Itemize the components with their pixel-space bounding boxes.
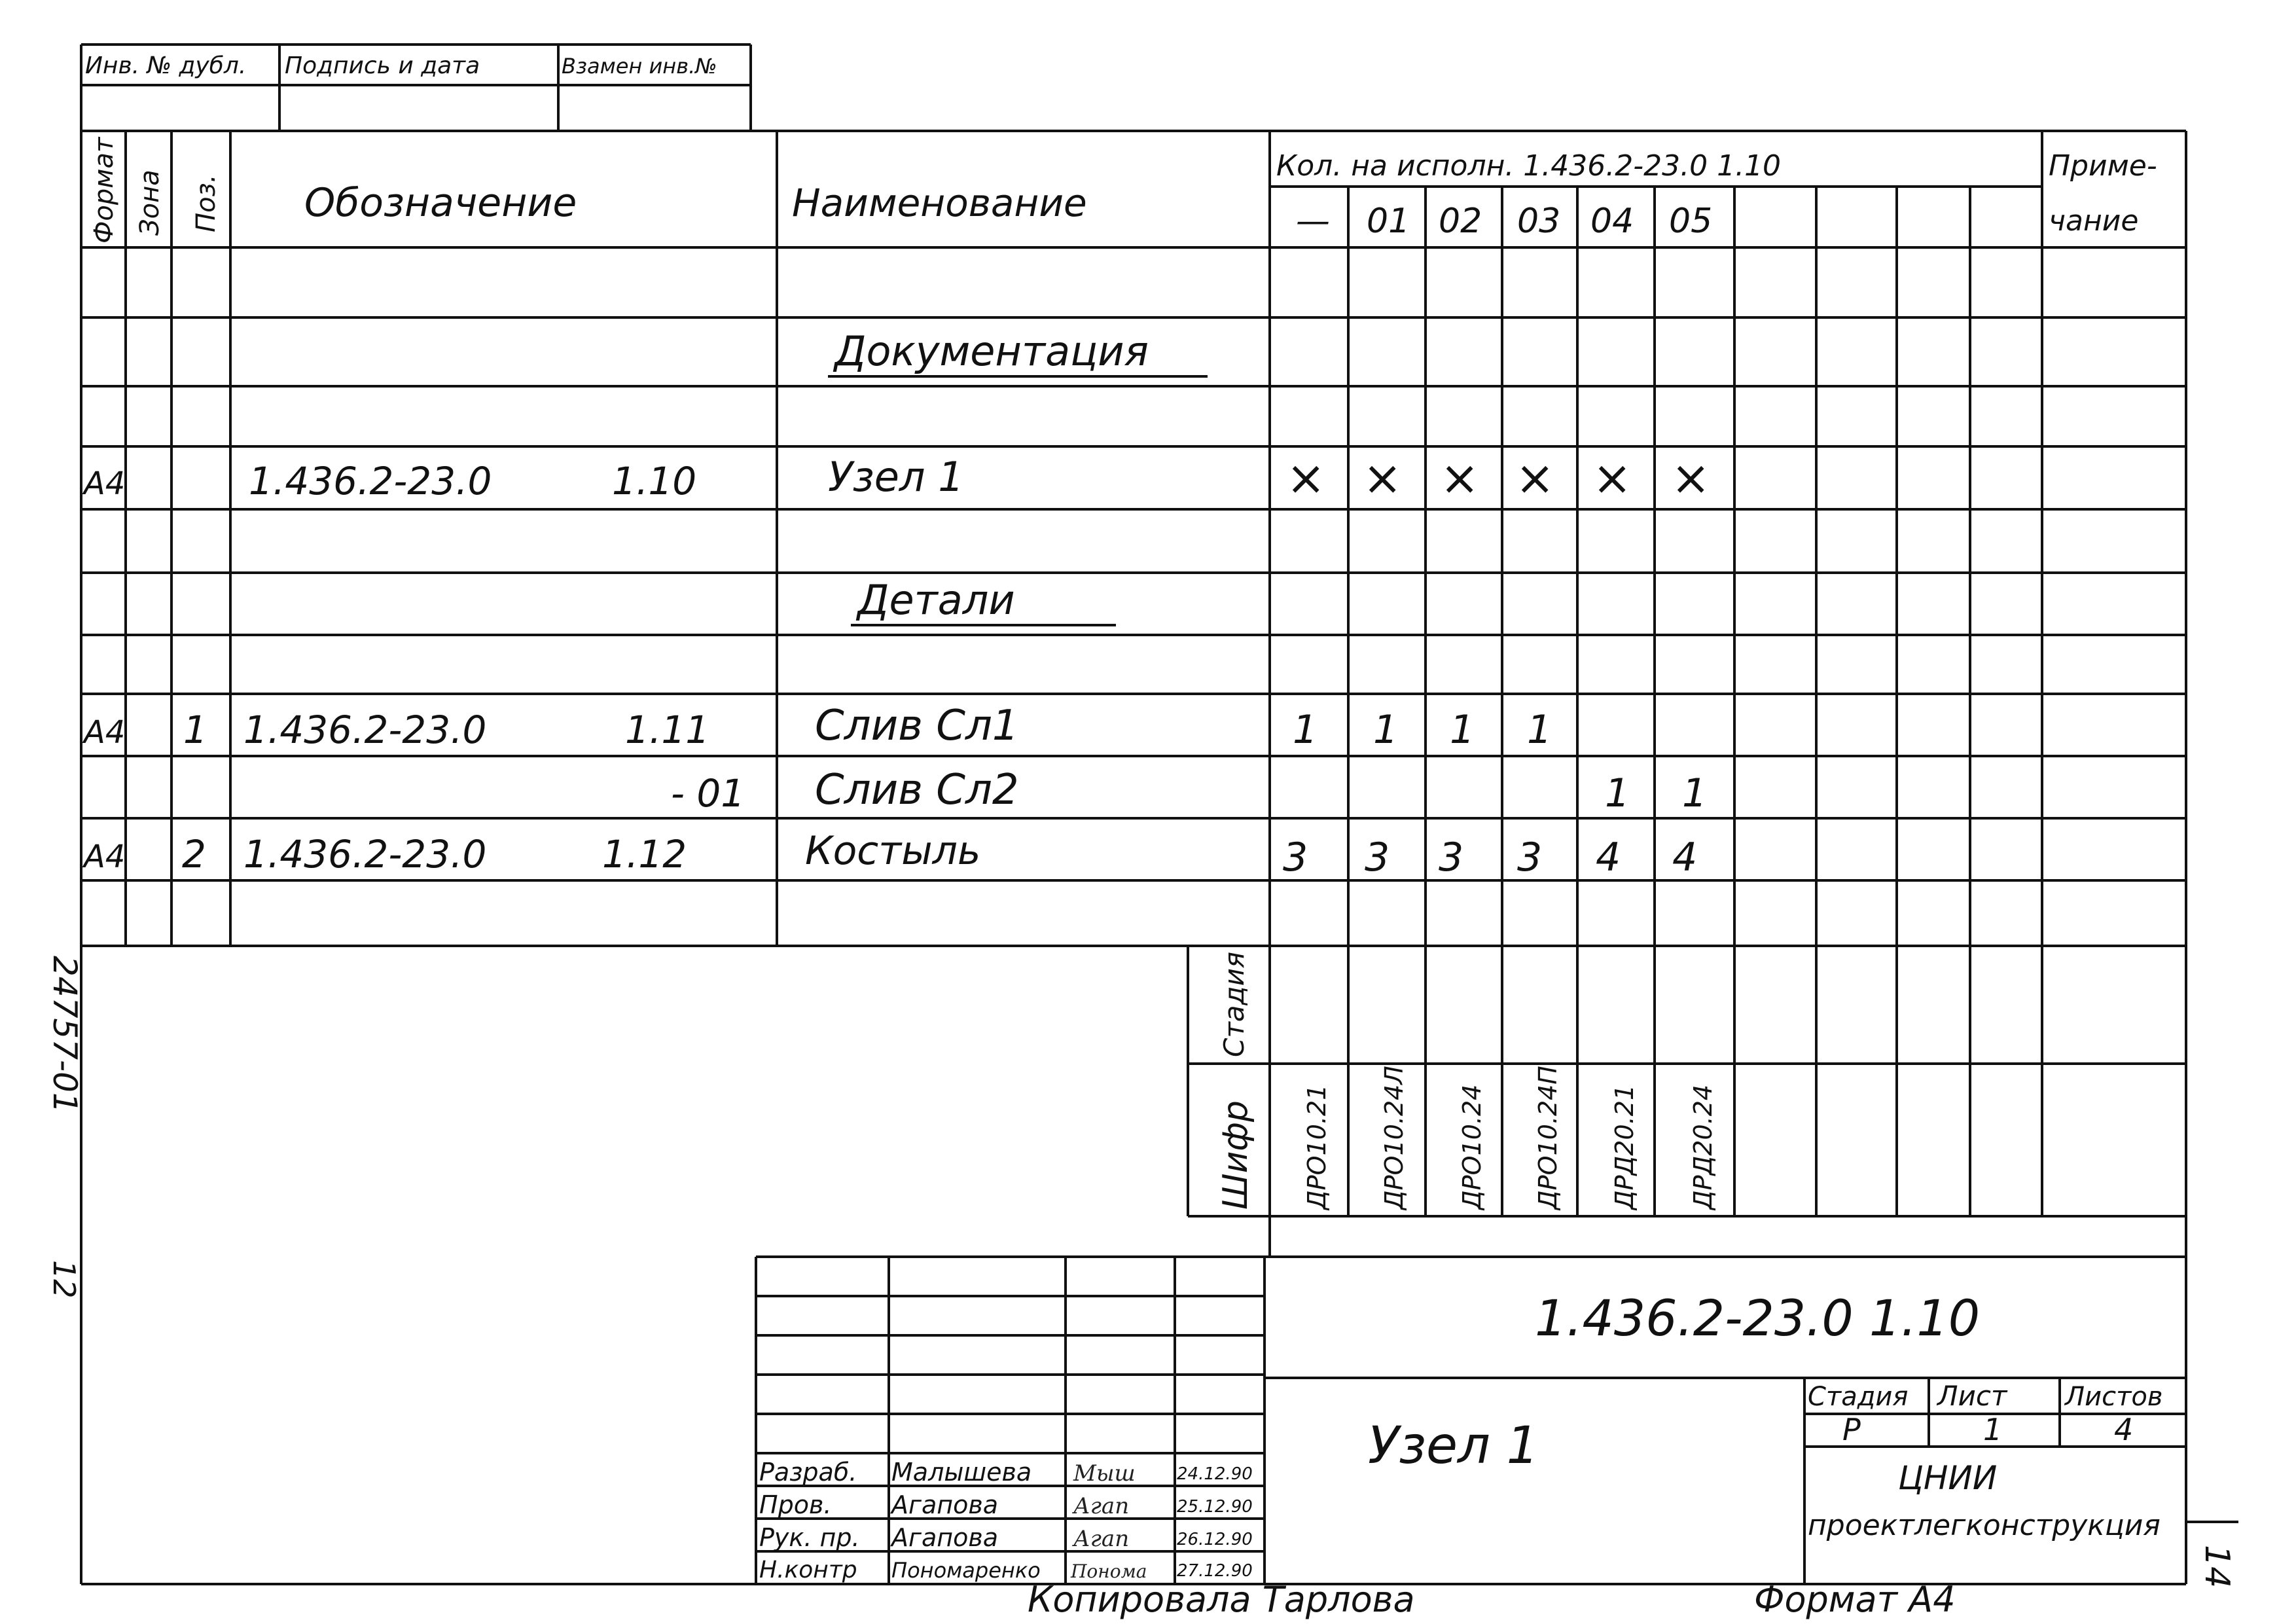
row-code: 1.436.2-23.0 xyxy=(243,708,487,752)
cipher-value: ДРД20.21 xyxy=(1610,1084,1639,1210)
signer-name: Агапова xyxy=(891,1490,999,1519)
qty-cell: 3 xyxy=(1283,835,1308,880)
row-sheet: - 01 xyxy=(671,771,745,816)
header-pos: Поз. xyxy=(191,174,221,232)
row-format: А4 xyxy=(84,714,126,751)
sheet-value: 1 xyxy=(1983,1412,2003,1447)
row-pos: 1 xyxy=(183,708,207,752)
cipher-value: ДРД20.24 xyxy=(1689,1084,1717,1210)
qty-cell: 1 xyxy=(1605,770,1630,816)
signer-date: 27.12.90 xyxy=(1177,1561,1253,1581)
signer-row xyxy=(759,1523,1253,1552)
signer-name: Агапова xyxy=(891,1523,999,1552)
signer-row xyxy=(759,1490,1253,1519)
variant-header: 04 xyxy=(1590,202,1634,241)
row-name: Костыль xyxy=(805,828,981,874)
sheet-header: Лист xyxy=(1937,1380,2007,1412)
qty-cell: × xyxy=(1286,450,1326,505)
qty-cell: 4 xyxy=(1596,835,1621,880)
archive-number: 24757-01 xyxy=(46,956,84,1113)
variant-headers xyxy=(1296,202,1712,241)
row-sheet: 1.12 xyxy=(602,832,687,876)
header-note-line1: Приме- xyxy=(2049,149,2157,183)
signer-role: Пров. xyxy=(759,1490,832,1519)
signer-date: 24.12.90 xyxy=(1177,1464,1253,1484)
cipher-value: ДРО10.21 xyxy=(1302,1084,1331,1210)
qty-cell: × xyxy=(1671,450,1711,505)
header-zone: Зона xyxy=(135,170,165,236)
signer-role: Разраб. xyxy=(759,1458,857,1487)
stamp-vzamen: Взамен инв.№ xyxy=(562,54,717,79)
signer-row xyxy=(759,1458,1253,1487)
cipher-value: ДРО10.24 xyxy=(1458,1084,1486,1210)
signer-signature: Агап xyxy=(1073,1493,1130,1519)
qty-cell: 3 xyxy=(1517,835,1543,880)
signers xyxy=(759,1458,1253,1583)
row-sheet: 1.10 xyxy=(612,459,697,503)
qty-cell: × xyxy=(1440,450,1480,505)
header-qty: Кол. на исполн. 1.436.2-23.0 1.10 xyxy=(1276,149,1782,183)
variant-header: 05 xyxy=(1669,202,1713,241)
grid-lines xyxy=(81,45,2238,1584)
row-format: А4 xyxy=(84,839,126,875)
qty-cell: × xyxy=(1592,450,1632,505)
row-sheet: 1.11 xyxy=(625,708,710,752)
row-format: А4 xyxy=(84,465,126,502)
org-line2: проектлегконструкция xyxy=(1808,1509,2161,1542)
side-page-number: 14 xyxy=(2197,1545,2236,1589)
sheets-value: 4 xyxy=(2114,1412,2134,1447)
qty-cell: 1 xyxy=(1682,770,1708,816)
stage-header: Стадия xyxy=(1808,1382,1909,1412)
signer-signature: Агап xyxy=(1073,1526,1130,1552)
signer-signature: Мыш xyxy=(1073,1460,1136,1487)
sheets-header: Листов xyxy=(2065,1382,2163,1412)
cipher-value: ДРО10.24Л xyxy=(1380,1066,1408,1210)
cipher-label: Шифр xyxy=(1216,1100,1255,1210)
table-row xyxy=(671,766,1707,816)
qty-cell: × xyxy=(1363,450,1403,505)
qty-cell: 1 xyxy=(1450,707,1475,753)
section-documentation: Документация xyxy=(834,327,1149,375)
qty-cell: × xyxy=(1515,450,1555,505)
variant-header: 02 xyxy=(1439,202,1482,241)
qty-cell: 4 xyxy=(1672,835,1698,880)
row-pos: 2 xyxy=(182,832,206,876)
qty-cell: 3 xyxy=(1365,835,1390,880)
stamp-sign-date: Подпись и дата xyxy=(285,52,480,79)
header-format: Формат xyxy=(89,137,119,244)
row-name: Слив Сл2 xyxy=(815,766,1019,814)
signer-date: 25.12.90 xyxy=(1177,1497,1253,1517)
qty-cell: 1 xyxy=(1373,707,1399,753)
row-name: Узел 1 xyxy=(828,453,964,501)
qty-cell: 3 xyxy=(1439,835,1464,880)
header-designation: Обозначение xyxy=(304,180,577,226)
variant-header: 03 xyxy=(1517,202,1561,241)
table-row xyxy=(82,828,1697,880)
signer-signature: Понома xyxy=(1071,1561,1147,1582)
qty-cell: 1 xyxy=(1293,707,1318,753)
section-details: Детали xyxy=(857,576,1015,624)
table-row xyxy=(82,450,1710,505)
footer-copied: Копировала Тарлова xyxy=(1028,1579,1415,1620)
table-row xyxy=(82,702,1552,753)
stage-label: Стадия xyxy=(1218,951,1250,1057)
variant-header: 01 xyxy=(1367,202,1410,241)
variant-header: — xyxy=(1296,202,1330,241)
signer-role: Н.контр xyxy=(759,1557,857,1583)
row-code: 1.436.2-23.0 xyxy=(243,832,487,876)
stamp-inv-dubl: Инв. № дубл. xyxy=(85,52,247,79)
footer-format: Формат А4 xyxy=(1754,1579,1956,1620)
header-note-line2: чание xyxy=(2049,204,2139,238)
row-code: 1.436.2-23.0 xyxy=(249,459,492,503)
signer-name: Пономаренко xyxy=(891,1558,1041,1583)
signer-role: Рук. пр. xyxy=(759,1523,860,1552)
signer-name: Малышева xyxy=(891,1458,1032,1487)
cipher-value: ДРО10.24П xyxy=(1534,1066,1562,1210)
row-name: Слив Сл1 xyxy=(815,702,1019,750)
org-line1: ЦНИИ xyxy=(1898,1459,1998,1497)
signer-date: 26.12.90 xyxy=(1177,1530,1253,1549)
header-name: Наименование xyxy=(792,181,1087,225)
qty-cell: 1 xyxy=(1527,707,1552,753)
left-page-number: 12 xyxy=(46,1260,82,1299)
title-name: Узел 1 xyxy=(1368,1416,1539,1475)
stage-value: Р xyxy=(1842,1412,1861,1447)
title-doc-code: 1.436.2-23.0 1.10 xyxy=(1535,1289,1981,1347)
